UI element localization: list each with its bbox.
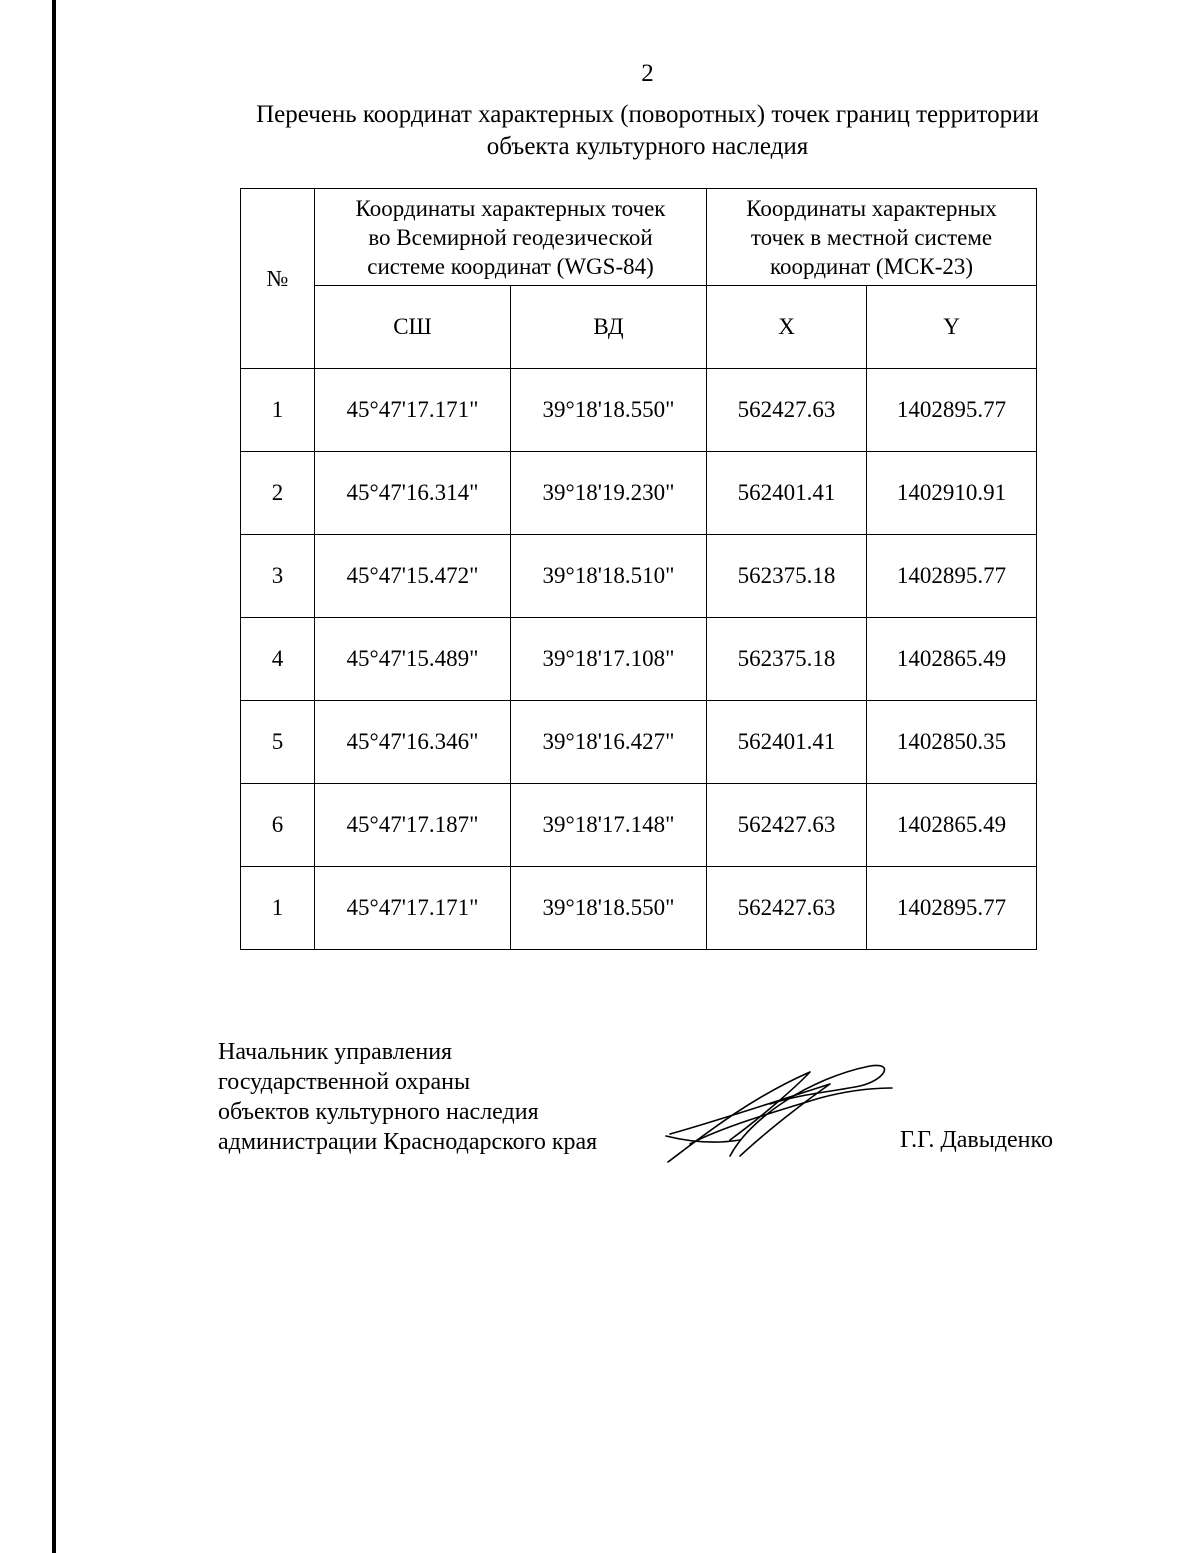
cell-y: 1402850.35 xyxy=(867,701,1037,784)
cell-latitude: 45°47'17.171" xyxy=(315,867,511,950)
signer-name: Г.Г. Давыденко xyxy=(900,1127,1053,1153)
header-wgs84-line-3: системе координат (WGS-84) xyxy=(367,253,654,279)
signer-position-line-3: объектов культурного наследия xyxy=(218,1099,539,1125)
cell-latitude: 45°47'16.314" xyxy=(315,452,511,535)
cell-longitude: 39°18'18.510" xyxy=(511,535,707,618)
cell-longitude: 39°18'16.427" xyxy=(511,701,707,784)
cell-longitude: 39°18'18.550" xyxy=(511,369,707,452)
signer-position-line-4: администрации Краснодарского края xyxy=(218,1129,598,1155)
cell-x: 562427.63 xyxy=(707,369,867,452)
signer-position-line-2: государственной охраны xyxy=(218,1069,471,1095)
cell-x: 562401.41 xyxy=(707,452,867,535)
cell-latitude: 45°47'16.346" xyxy=(315,701,511,784)
header-wgs84-group xyxy=(315,189,707,286)
cell-x: 562375.18 xyxy=(707,618,867,701)
header-msk23-line-2: точек в местной системе xyxy=(750,224,993,250)
cell-y: 1402895.77 xyxy=(867,535,1037,618)
cell-y: 1402895.77 xyxy=(867,369,1037,452)
table-row xyxy=(241,867,1037,950)
cell-y: 1402910.91 xyxy=(867,452,1037,535)
cell-number: 1 xyxy=(241,867,315,950)
cell-number: 4 xyxy=(241,618,315,701)
cell-latitude: 45°47'17.187" xyxy=(315,784,511,867)
page-number: 2 xyxy=(641,60,654,87)
signer-position xyxy=(218,1037,597,1157)
header-x: X xyxy=(707,286,867,369)
document-title-line-1: Перечень координат характерных (поворотных) точек границ территории xyxy=(256,101,1039,128)
header-msk23-line-1: Координаты характерных xyxy=(746,195,997,221)
cell-number: 2 xyxy=(241,452,315,535)
cell-latitude: 45°47'17.171" xyxy=(315,369,511,452)
cell-latitude: 45°47'15.472" xyxy=(315,535,511,618)
coordinates-table xyxy=(240,188,1037,950)
header-msk23-group xyxy=(707,189,1037,286)
document-title xyxy=(200,99,1095,163)
header-wgs84-line-1: Координаты характерных точек xyxy=(355,195,666,221)
cell-number: 1 xyxy=(241,369,315,452)
cell-number: 3 xyxy=(241,535,315,618)
cell-y: 1402865.49 xyxy=(867,618,1037,701)
header-y: Y xyxy=(867,286,1037,369)
table-row xyxy=(241,784,1037,867)
page-margin-rule xyxy=(52,0,56,1553)
cell-longitude: 39°18'18.550" xyxy=(511,867,707,950)
cell-y: 1402895.77 xyxy=(867,867,1037,950)
table-row xyxy=(241,452,1037,535)
header-wgs84-line-2: во Всемирной геодезической xyxy=(368,224,653,250)
table-row xyxy=(241,369,1037,452)
cell-x: 562427.63 xyxy=(707,867,867,950)
header-number: № xyxy=(241,189,315,369)
cell-longitude: 39°18'17.148" xyxy=(511,784,707,867)
document-title-line-2: объекта культурного наследия xyxy=(486,133,809,160)
cell-x: 562427.63 xyxy=(707,784,867,867)
table-row xyxy=(241,618,1037,701)
header-latitude: СШ xyxy=(315,286,511,369)
cell-latitude: 45°47'15.489" xyxy=(315,618,511,701)
handwritten-signature xyxy=(660,1058,900,1168)
cell-longitude: 39°18'17.108" xyxy=(511,618,707,701)
header-msk23-line-3: координат (МСК-23) xyxy=(769,253,974,279)
header-longitude: ВД xyxy=(511,286,707,369)
table-row xyxy=(241,701,1037,784)
cell-longitude: 39°18'19.230" xyxy=(511,452,707,535)
signer-position-line-1: Начальник управления xyxy=(218,1039,453,1065)
cell-x: 562375.18 xyxy=(707,535,867,618)
cell-x: 562401.41 xyxy=(707,701,867,784)
cell-number: 5 xyxy=(241,701,315,784)
cell-number: 6 xyxy=(241,784,315,867)
cell-y: 1402865.49 xyxy=(867,784,1037,867)
table-row xyxy=(241,535,1037,618)
